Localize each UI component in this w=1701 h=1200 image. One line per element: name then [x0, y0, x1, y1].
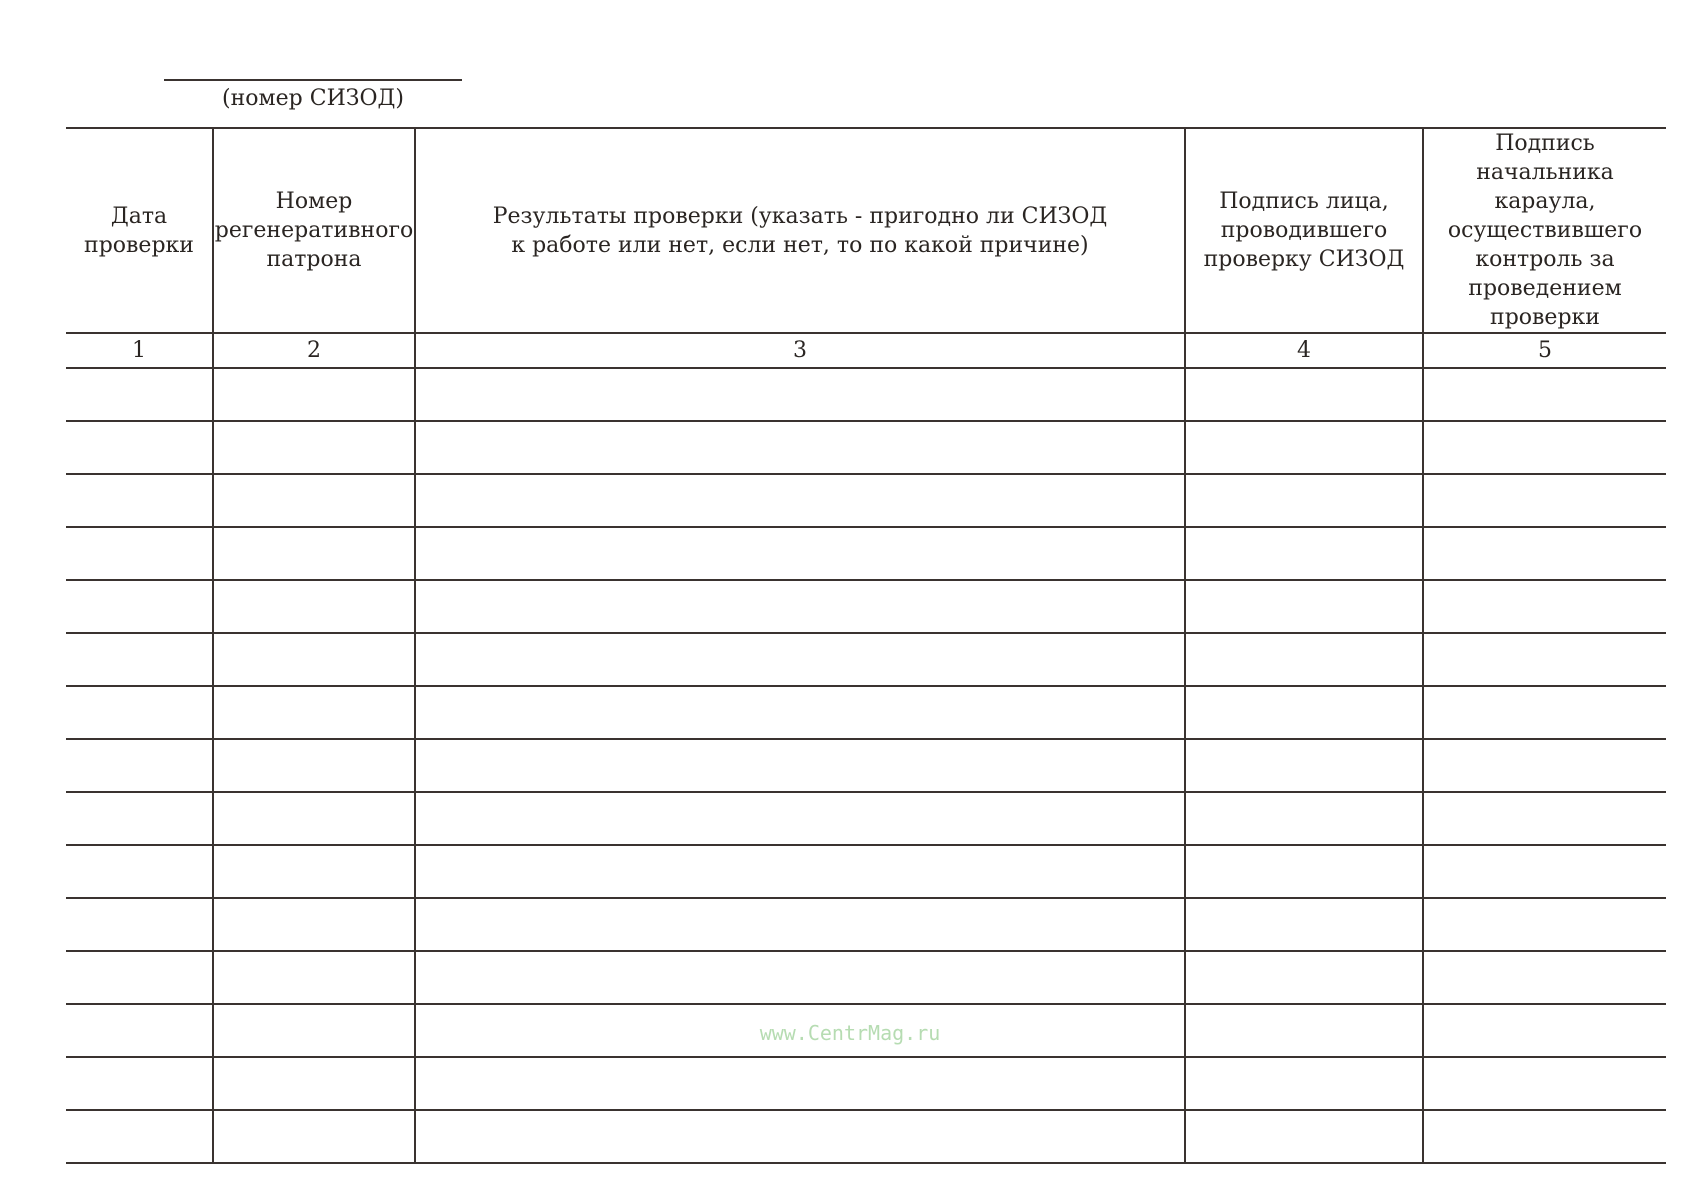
journal-cell[interactable] — [1423, 368, 1666, 421]
journal-cell[interactable] — [415, 845, 1185, 898]
journal-cell[interactable] — [213, 845, 415, 898]
journal-cell[interactable] — [415, 792, 1185, 845]
journal-cell[interactable] — [1185, 633, 1423, 686]
journal-cell[interactable] — [213, 739, 415, 792]
journal-cell[interactable] — [1423, 898, 1666, 951]
journal-cell[interactable] — [213, 1110, 415, 1163]
sizod-number-underline — [164, 79, 462, 81]
column-number: 2 — [213, 333, 415, 368]
journal-row — [66, 1110, 1666, 1163]
journal-cell[interactable] — [1423, 1004, 1666, 1057]
journal-cell[interactable] — [415, 951, 1185, 1004]
journal-cell[interactable] — [1185, 1110, 1423, 1163]
journal-cell[interactable] — [1185, 421, 1423, 474]
journal-cell[interactable] — [1185, 951, 1423, 1004]
journal-cell[interactable] — [66, 1110, 213, 1163]
journal-cell[interactable] — [213, 580, 415, 633]
journal-row — [66, 845, 1666, 898]
journal-cell[interactable] — [415, 474, 1185, 527]
header-chief-signature: Подпись начальника караула, осуществившего контроль за проведением проверки — [1423, 128, 1666, 333]
journal-cell[interactable] — [1423, 739, 1666, 792]
journal-cell[interactable] — [66, 421, 213, 474]
journal-row — [66, 1057, 1666, 1110]
journal-row — [66, 686, 1666, 739]
journal-row — [66, 421, 1666, 474]
journal-cell[interactable] — [1423, 951, 1666, 1004]
sizod-number-caption: (номер СИЗОД) — [222, 86, 404, 111]
journal-cell[interactable] — [213, 527, 415, 580]
journal-cell[interactable] — [1185, 1057, 1423, 1110]
journal-cell[interactable] — [66, 898, 213, 951]
journal-cell[interactable] — [66, 686, 213, 739]
journal-cell[interactable] — [1423, 474, 1666, 527]
journal-cell[interactable] — [1185, 792, 1423, 845]
header-row — [66, 128, 1666, 333]
journal-cell[interactable] — [1185, 368, 1423, 421]
journal-cell[interactable] — [415, 739, 1185, 792]
journal-cell[interactable] — [66, 1004, 213, 1057]
journal-cell[interactable] — [1423, 421, 1666, 474]
journal-cell[interactable] — [1423, 633, 1666, 686]
journal-cell[interactable] — [1423, 845, 1666, 898]
journal-cell[interactable] — [415, 633, 1185, 686]
journal-cell[interactable] — [213, 368, 415, 421]
journal-cell[interactable] — [415, 421, 1185, 474]
journal-cell[interactable] — [66, 368, 213, 421]
journal-cell[interactable] — [415, 1110, 1185, 1163]
journal-cell[interactable] — [66, 845, 213, 898]
header-cartridge-number: Номер регенеративного патрона — [213, 128, 415, 333]
journal-cell[interactable] — [66, 792, 213, 845]
journal-cell[interactable] — [415, 1057, 1185, 1110]
journal-cell[interactable] — [66, 739, 213, 792]
column-number: 1 — [66, 333, 213, 368]
journal-row — [66, 527, 1666, 580]
journal-cell[interactable] — [415, 527, 1185, 580]
journal-cell[interactable] — [1423, 580, 1666, 633]
header-inspection-date: Дата проверки — [66, 128, 213, 333]
journal-row — [66, 474, 1666, 527]
journal-cell[interactable] — [66, 474, 213, 527]
journal-cell[interactable] — [213, 474, 415, 527]
journal-cell[interactable] — [1185, 739, 1423, 792]
journal-cell[interactable] — [213, 898, 415, 951]
journal-cell[interactable] — [66, 951, 213, 1004]
column-number: 5 — [1423, 333, 1666, 368]
header-inspector-signature: Подпись лица, проводившего проверку СИЗОД — [1185, 128, 1423, 333]
journal-cell[interactable] — [213, 792, 415, 845]
journal-cell[interactable] — [1423, 792, 1666, 845]
journal-cell[interactable] — [213, 951, 415, 1004]
journal-cell[interactable] — [66, 580, 213, 633]
journal-cell[interactable] — [1185, 686, 1423, 739]
journal-cell[interactable] — [66, 1057, 213, 1110]
journal-row — [66, 739, 1666, 792]
journal-cell[interactable] — [213, 686, 415, 739]
journal-cell[interactable] — [1185, 527, 1423, 580]
journal-cell[interactable] — [415, 898, 1185, 951]
journal-cell[interactable] — [415, 580, 1185, 633]
column-number: 4 — [1185, 333, 1423, 368]
journal-cell[interactable] — [1423, 1057, 1666, 1110]
journal-cell[interactable] — [1185, 474, 1423, 527]
watermark-text: www.CentrMag.ru — [759, 1021, 941, 1045]
journal-cell[interactable] — [213, 1057, 415, 1110]
column-number: 3 — [415, 333, 1185, 368]
journal-cell[interactable] — [1423, 527, 1666, 580]
journal-row — [66, 580, 1666, 633]
journal-cell[interactable] — [1185, 1004, 1423, 1057]
journal-cell[interactable] — [66, 527, 213, 580]
journal-row — [66, 951, 1666, 1004]
journal-cell[interactable] — [1423, 686, 1666, 739]
journal-row — [66, 792, 1666, 845]
journal-cell[interactable] — [213, 421, 415, 474]
journal-cell[interactable] — [415, 686, 1185, 739]
journal-cell[interactable] — [1185, 898, 1423, 951]
journal-cell[interactable] — [1185, 845, 1423, 898]
journal-row — [66, 368, 1666, 421]
header-inspection-results: Результаты проверки (указать - пригодно ли СИЗОД к работе или нет, если нет, то по какой причине) — [415, 128, 1185, 333]
journal-row — [66, 898, 1666, 951]
journal-cell[interactable] — [213, 1004, 415, 1057]
column-number-row — [66, 333, 1666, 368]
journal-cell[interactable] — [1423, 1110, 1666, 1163]
journal-cell[interactable] — [415, 368, 1185, 421]
journal-cell[interactable] — [213, 633, 415, 686]
journal-row — [66, 633, 1666, 686]
inspection-journal-table — [66, 127, 1666, 1164]
journal-cell[interactable] — [66, 633, 213, 686]
journal-cell[interactable] — [1185, 580, 1423, 633]
